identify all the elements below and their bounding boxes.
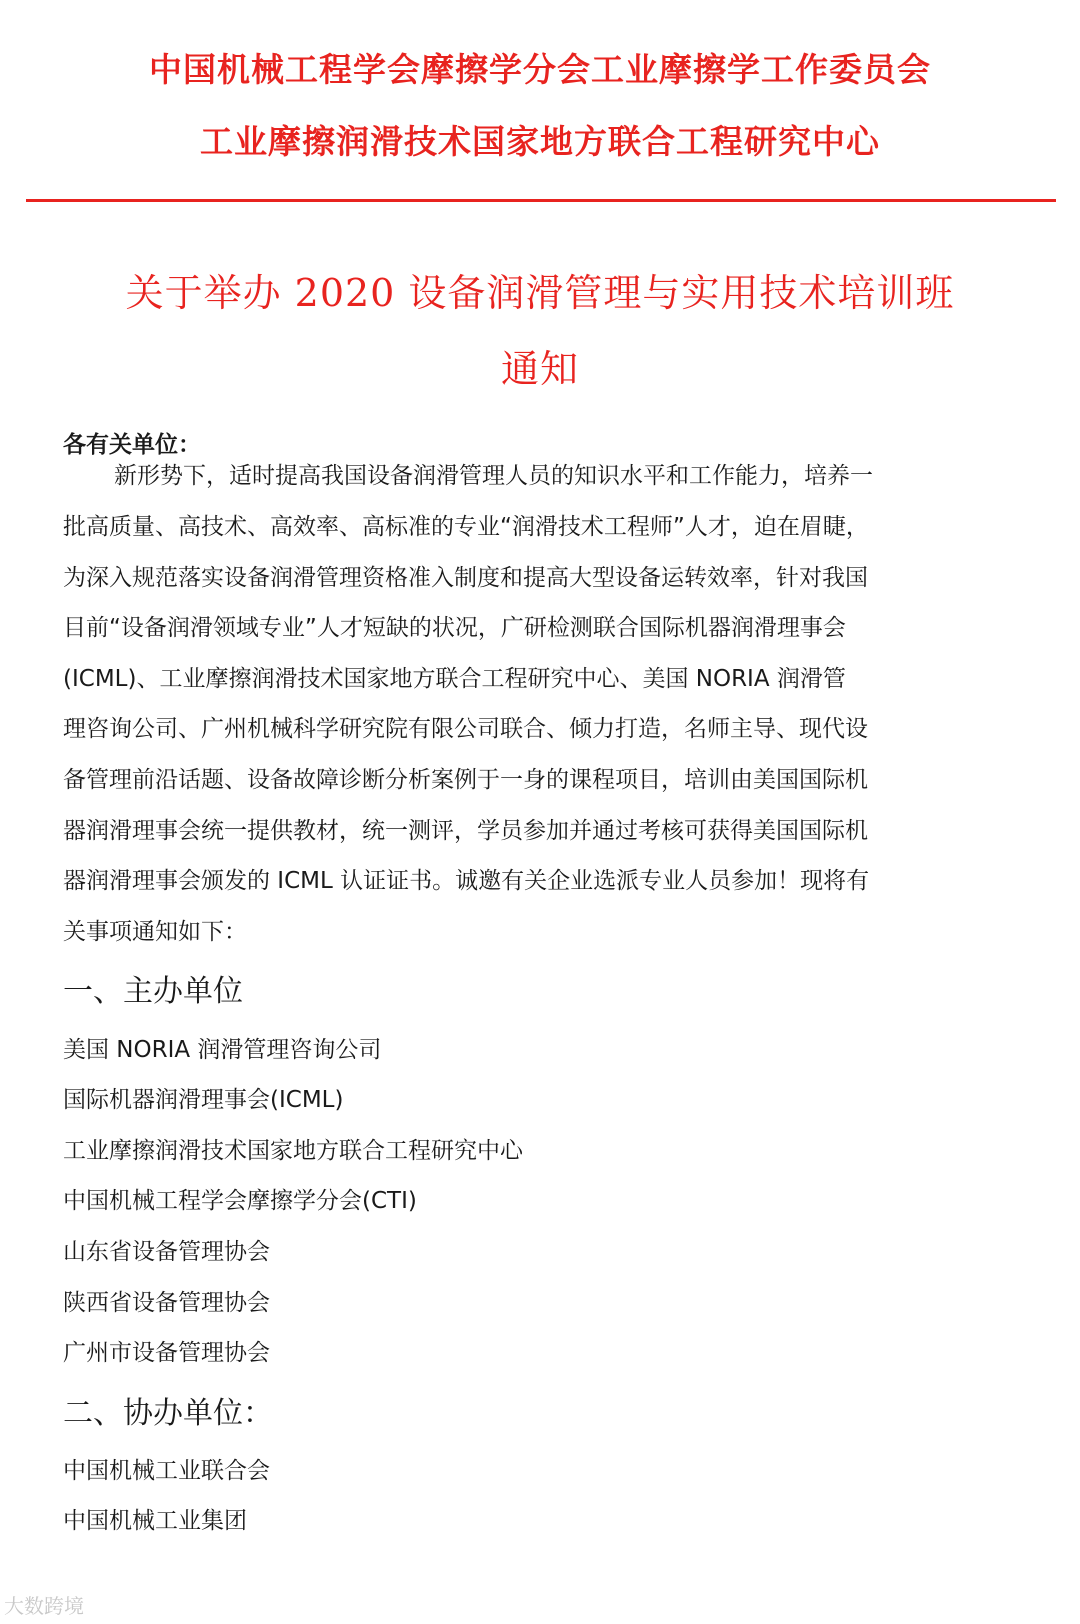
body-line: 器润滑理事会颁发的 ICML 认证证书。诚邀有关企业选派专业人员参加！现将有: [63, 868, 870, 894]
notice-title-line-2: 通知: [500, 347, 579, 391]
header-org-line-1: 中国机械工程学会摩擦学分会工业摩擦学工作委员会: [149, 50, 931, 89]
body-line: 目前“设备润滑领域专业”人才短缺的状况，广研检测联合国际机器润滑理事会: [63, 615, 846, 641]
body-line: 新形势下，适时提高我国设备润滑管理人员的知识水平和工作能力，培养一: [114, 463, 873, 489]
body-line: 器润滑理事会统一提供教材，统一测评，学员参加并通过考核可获得美国国际机: [63, 818, 868, 844]
notice-title-line-1: 关于举办 2020 设备润滑管理与实用技术培训班: [125, 271, 955, 315]
section-heading-co-organizers: 二、协办单位：: [63, 1396, 273, 1431]
salutation: 各有关单位：: [63, 431, 201, 458]
list-item: 陕西省设备管理协会: [63, 1290, 270, 1316]
body-line: (ICML)、工业摩擦润滑技术国家地方联合工程研究中心、美国 NORIA 润滑管: [63, 666, 846, 692]
list-item: 美国 NORIA 润滑管理咨询公司: [63, 1037, 382, 1063]
body-line: 批高质量、高技术、高效率、高标准的专业“润滑技术工程师”人才，迫在眉睫，: [63, 514, 869, 540]
body-line: 理咨询公司、广州机械科学研究院有限公司联合、倾力打造，名师主导、现代设: [63, 716, 868, 742]
body-line: 关事项通知如下：: [63, 919, 247, 945]
body-line: 备管理前沿话题、设备故障诊断分析案例于一身的课程项目，培训由美国国际机: [63, 767, 868, 793]
list-item: 广州市设备管理协会: [63, 1340, 270, 1366]
list-item: 中国机械工程学会摩擦学分会(CTI): [63, 1188, 417, 1214]
list-item: 工业摩擦润滑技术国家地方联合工程研究中心: [63, 1138, 523, 1164]
body-line: 为深入规范落实设备润滑管理资格准入制度和提高大型设备运转效率，针对我国: [63, 565, 868, 591]
list-item: 国际机器润滑理事会(ICML): [63, 1087, 344, 1113]
header-org-line-2: 工业摩擦润滑技术国家地方联合工程研究中心: [200, 122, 880, 161]
list-item: 中国机械工业联合会: [63, 1458, 270, 1484]
list-item: 中国机械工业集团: [63, 1508, 247, 1534]
red-divider: [26, 199, 1056, 202]
list-item: 山东省设备管理协会: [63, 1239, 270, 1265]
section-heading-organizers: 一、主办单位: [63, 974, 243, 1009]
watermark: 大数跨境: [4, 1594, 84, 1618]
